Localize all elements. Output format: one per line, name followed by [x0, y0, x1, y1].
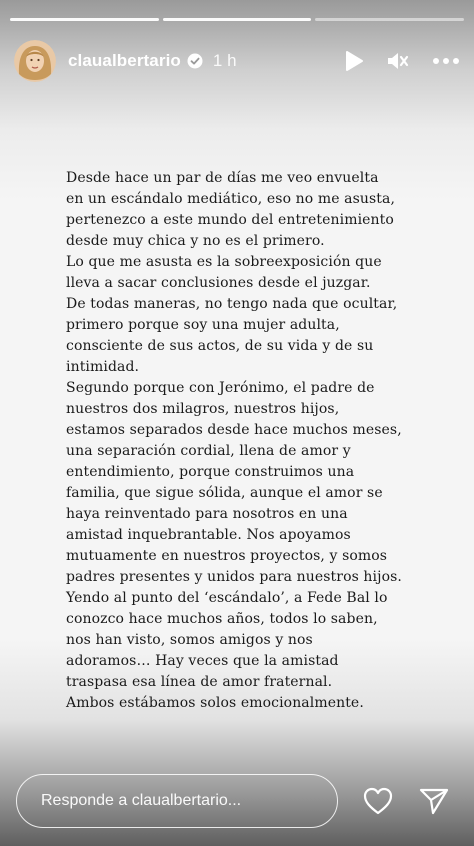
- story-footer: [16, 772, 460, 830]
- text-line: Lo que me asusta es la sobreexposición que: [66, 254, 382, 270]
- play-icon[interactable]: [344, 50, 364, 72]
- story-header: [14, 38, 460, 84]
- reply-input[interactable]: [16, 774, 338, 828]
- text-line: mutuamente en nuestros proyectos, y somos: [66, 548, 388, 564]
- story-text-block: [66, 168, 426, 714]
- post-time: 1 h: [212, 51, 237, 70]
- text-line: Segundo porque con Jerónimo, el padre de: [66, 380, 375, 396]
- text-line: entendimiento, porque construimos una: [66, 464, 355, 480]
- text-line: una separación cordial, llena de amor y: [66, 443, 351, 459]
- text-line: adoramos… Hay veces que la amistad: [66, 653, 339, 669]
- text-line: haya reinventado para nosotros en una: [66, 506, 348, 522]
- send-icon[interactable]: [418, 786, 450, 816]
- text-line: padres presentes y unidos para nuestros hijos.: [66, 569, 402, 585]
- text-line: intimidad.: [66, 359, 140, 375]
- text-line: nos han visto, somos amigos y nos: [66, 632, 313, 648]
- text-line: en un escándalo mediático, eso no me asusta,: [66, 191, 396, 207]
- more-icon[interactable]: [432, 57, 460, 65]
- text-line: lleva a sacar conclusiones desde el juzgar.: [66, 275, 371, 291]
- verified-badge-icon: [187, 53, 203, 69]
- story-progress-bar: [10, 18, 464, 21]
- text-line: traspasa esa línea de amor fraternal.: [66, 674, 333, 690]
- reply-placeholder: Responde a claualbertario...: [41, 792, 242, 809]
- progress-segment-2: [163, 18, 312, 21]
- text-line: primero porque soy una mujer adulta,: [66, 317, 340, 333]
- text-line: nuestros dos milagros, nuestros hijos,: [66, 401, 340, 417]
- progress-segment-1: [10, 18, 159, 21]
- text-line: desde muy chica y no es el primero.: [66, 233, 325, 249]
- text-line: Ambos estábamos solos emocionalmente.: [66, 695, 364, 711]
- username[interactable]: claualbertario: [68, 51, 181, 70]
- mute-icon[interactable]: [386, 50, 410, 72]
- text-line: familia, que sigue sólida, aunque el amor se: [66, 485, 383, 501]
- avatar[interactable]: [14, 40, 56, 82]
- text-line: De todas maneras, no tengo nada que ocultar,: [66, 296, 398, 312]
- heart-icon[interactable]: [362, 786, 394, 816]
- text-line: pertenezco a este mundo del entretenimiento: [66, 212, 394, 228]
- text-line: Desde hace un par de días me veo envuelta: [66, 170, 379, 186]
- progress-segment-3: [315, 18, 464, 21]
- text-line: amistad inquebrantable. Nos apoyamos: [66, 527, 351, 543]
- text-line: conozco hace muchos años, todos lo saben,: [66, 611, 378, 627]
- text-line: Yendo al punto del ‘escándalo’, a Fede Bal lo: [66, 590, 388, 606]
- text-line: estamos separados desde hace muchos meses,: [66, 422, 402, 438]
- text-line: consciente de sus actos, de su vida y de su: [66, 338, 374, 354]
